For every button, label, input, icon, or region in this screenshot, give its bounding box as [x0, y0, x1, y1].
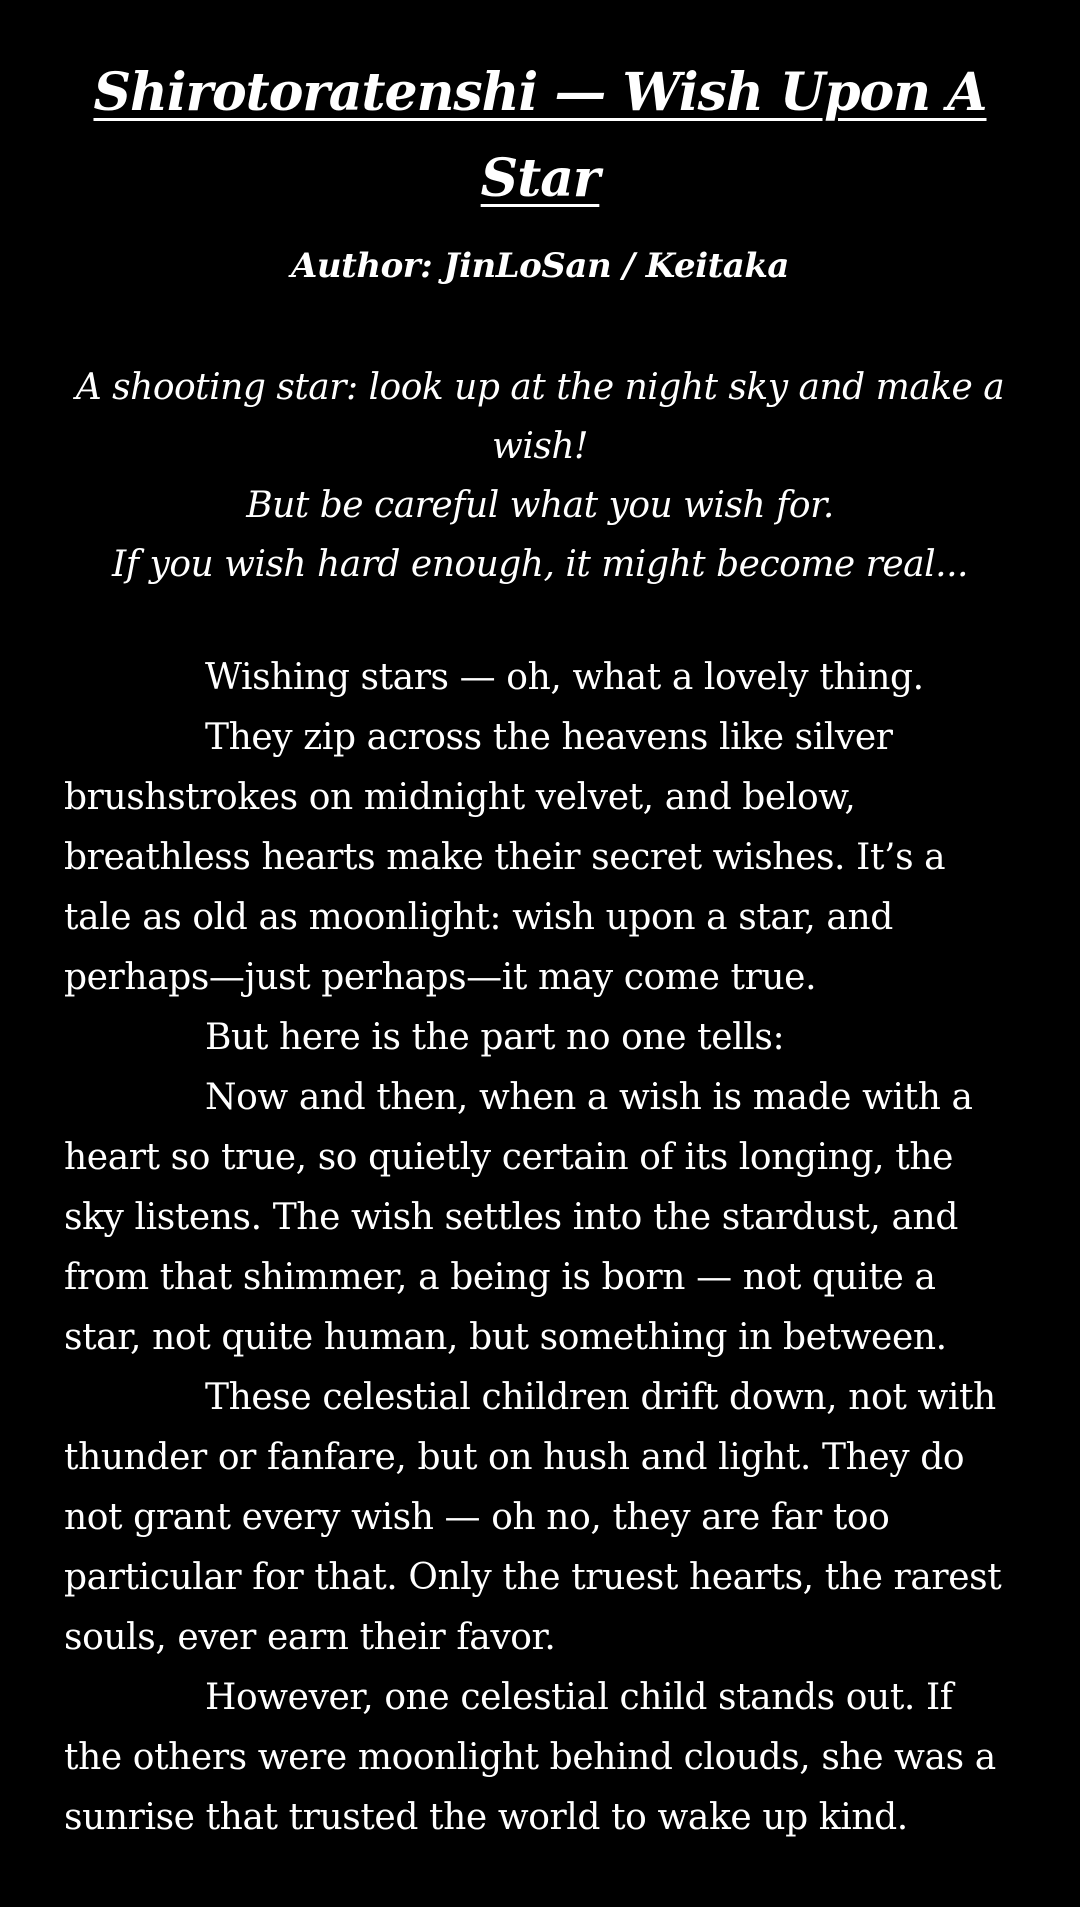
story-paragraph: Wishing stars — oh, what a lovely thing. [205, 657, 924, 698]
story-paragraph: They zip across the heavens like silver brushstrokes on midnight velvet, and below, breathless hearts make their secret wishes. It’s a tale as old as moonlight: wish upon a star, and perhaps—just perhaps—it may come true. [64, 717, 946, 998]
epigraph-line: But be careful what you wish for. [246, 485, 834, 526]
story-title: Shirotoratenshi — Wish Upon A Star [93, 62, 987, 209]
author-line: Author: JinLoSan / Keitaka [291, 246, 789, 286]
story-paragraph: However, one celestial child stands out. If the others were moonlight behind clouds, she was a sunrise that trusted the world to wake up kind. [64, 1677, 996, 1838]
epigraph-line: If you wish hard enough, it might become real... [112, 544, 968, 585]
epigraph [64, 358, 1016, 594]
story-paragraph: These celestial children drift down, not with thunder or fanfare, but on hush and light. They do not grant every wish — oh no, they are far too particular for that. Only the truest hearts, the rarest souls, ever earn their favor. [64, 1377, 1002, 1658]
story-body [64, 648, 1016, 1848]
story-paragraph: Now and then, when a wish is made with a heart so true, so quietly certain of its longing, the sky listens. The wish settles into the stardust, and from that shimmer, a being is born — not quite a star, not quite human, but something in between. [64, 1077, 973, 1358]
epigraph-line: A shooting star: look up at the night sky and make a wish! [75, 367, 1005, 467]
story-paragraph: But here is the part no one tells: [205, 1017, 785, 1058]
